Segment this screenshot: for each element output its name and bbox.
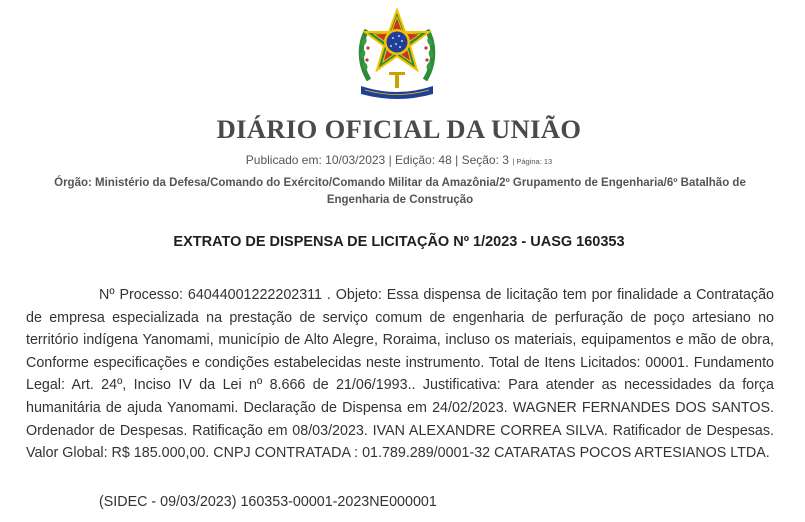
edition-number: 48 [438, 153, 452, 167]
orgao-label: Órgão: [54, 177, 92, 189]
coat-of-arms-icon [355, 8, 439, 100]
published-label: Publicado em: [245, 153, 322, 167]
document-body: Nº Processo: 64044001222202311 . Objeto: Essa dispensa de licitação tem por finalidade a Contratação de empresa especializada na prestação de serviço comum de engenharia de perfuração de poço artesiano no território indígena Yanomami, município de Alto Alegre, Roraima, incluso os materiais, equipamentos e mão de obra, Conforme especificações e condições estabelecidas neste instrumento. Total de Itens Licitados: 00001. Fundamento Legal: Art. 24º, Inciso IV da Lei nº 8.666 de 21/06/1993.. Justificativa: Para atender as necessidades da força humanitária de ajuda Yanomami. Declaração de Dispensa em 24/02/2023. WAGNER FERNANDES DOS SANTOS. Ordenador de Despesas. Ratificação em 08/03/2023. IVAN ALEXANDRE CORREA SILVA. Ratificador de Despesas. Valor Global: R$ 185.000,00. CNPJ CONTRATADA : 01.789.289/0001-32 CATARATAS POCOS ARTESIANOS LTDA. [26, 287, 774, 462]
page-label: Página: [516, 157, 542, 166]
sidec-reference: (SIDEC - 09/03/2023) 160353-00001-2023NE000001 [99, 494, 437, 510]
masthead-title: DIÁRIO OFICIAL DA UNIÃO [216, 114, 582, 144]
published-date: 10/03/2023 [325, 153, 386, 167]
orgao-line [22, 175, 778, 209]
section-label: Seção: [461, 153, 499, 167]
separator: | [388, 153, 392, 167]
orgao-value: Ministério da Defesa/Comando do Exército/Comando Militar da Amazônia/2º Grupamento de Engenharia/6º Batalhão de Engenharia de Construção [95, 177, 746, 206]
publication-info [0, 153, 798, 167]
separator: | [455, 153, 459, 167]
page-info: | Página: 13 [512, 157, 553, 166]
page-number: 13 [543, 157, 553, 166]
edition-label: Edição: [395, 153, 436, 167]
section-number: 3 [502, 153, 509, 167]
document-title: EXTRATO DE DISPENSA DE LICITAÇÃO Nº 1/2023 - UASG 160353 [173, 234, 625, 250]
